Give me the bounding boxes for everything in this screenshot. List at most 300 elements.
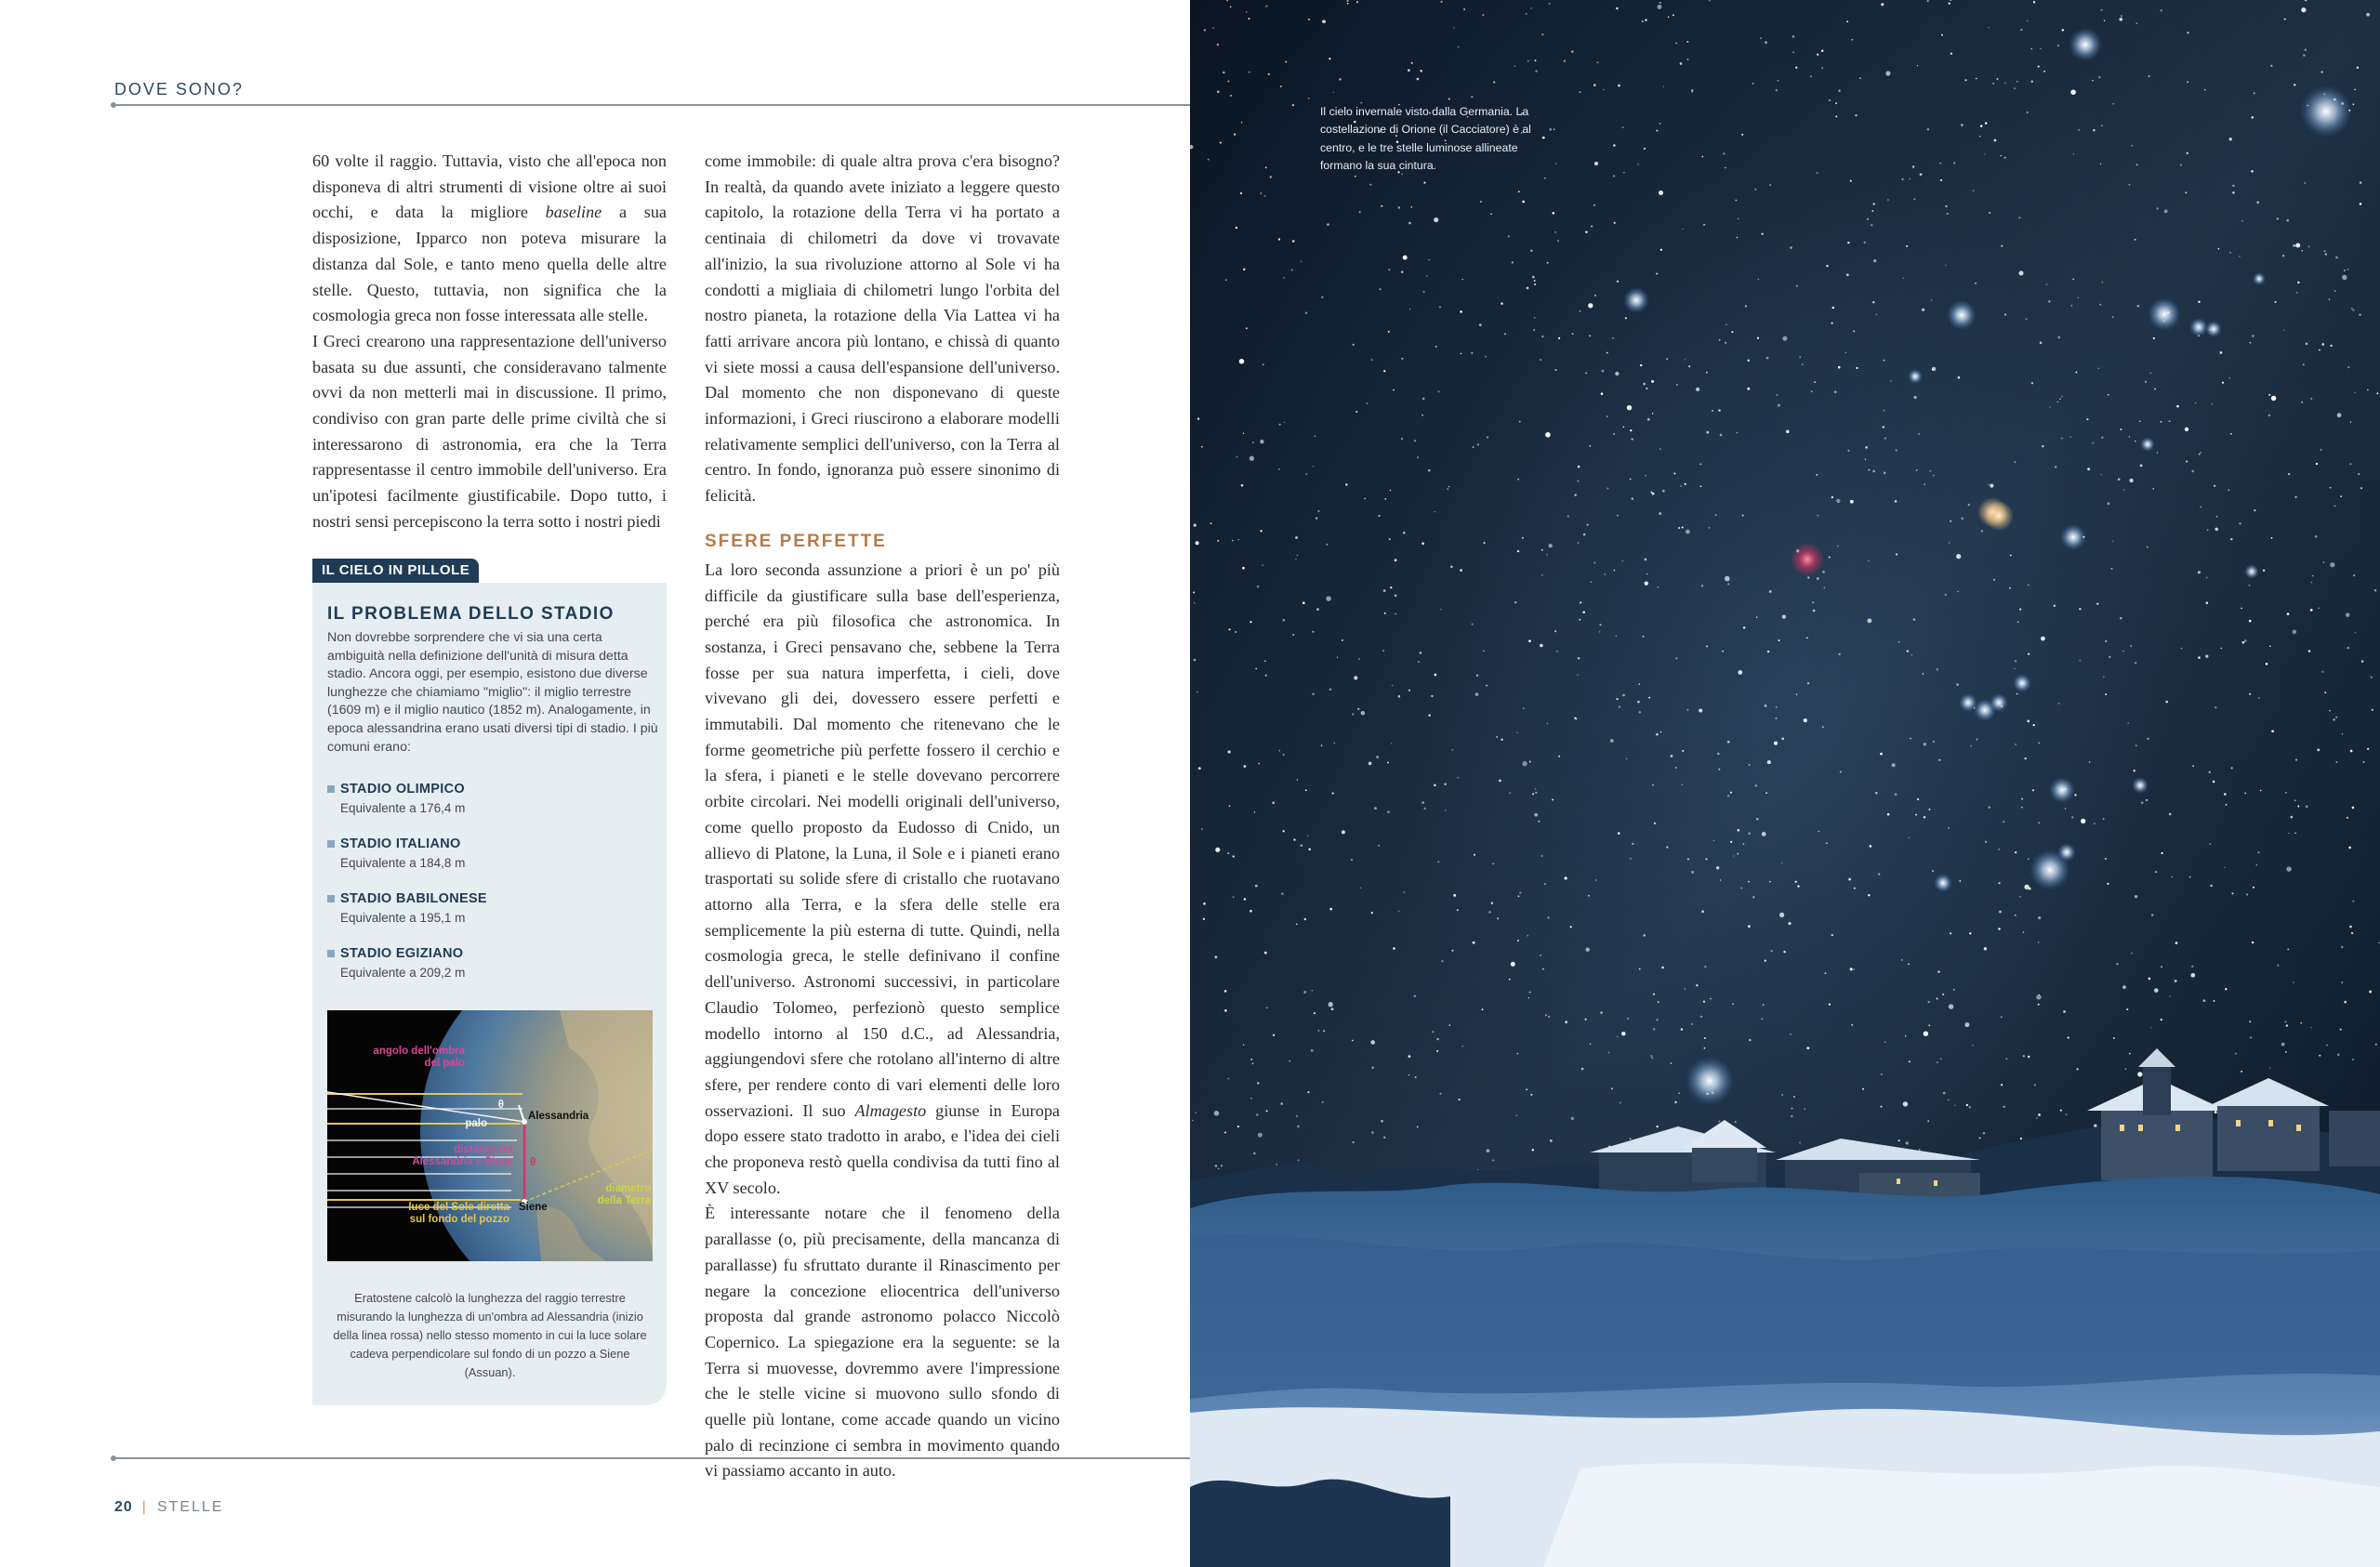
star (2283, 330, 2284, 331)
star (1305, 311, 1308, 314)
star (1398, 911, 1400, 913)
star (1239, 359, 1245, 364)
star (1924, 743, 1926, 745)
star (2353, 574, 2355, 576)
star (2199, 454, 2201, 455)
star (1661, 967, 1664, 969)
star (2149, 75, 2150, 77)
star (1564, 59, 1566, 61)
star (2077, 1068, 2079, 1070)
star (1937, 1061, 1938, 1063)
star (2329, 298, 2331, 300)
star (2137, 305, 2140, 308)
star (1975, 283, 1977, 284)
star (2351, 308, 2352, 309)
star (2185, 191, 2187, 193)
star (1625, 317, 1627, 319)
star (1807, 576, 1809, 578)
star (1545, 432, 1551, 438)
star (1795, 66, 1797, 68)
star (1308, 19, 1310, 20)
star (1851, 1024, 1853, 1026)
star (1958, 591, 1959, 592)
star (1782, 615, 1786, 619)
star (1281, 892, 1284, 895)
star (2229, 252, 2231, 254)
star (1298, 1159, 1300, 1161)
star (1847, 450, 1849, 452)
star (1462, 1046, 1464, 1047)
folio-separator: | (141, 1499, 148, 1515)
star (1700, 485, 1702, 487)
star (1339, 78, 1342, 81)
star (2239, 256, 2240, 257)
paragraph: È interessante notare che il fenomeno della parallasse (o, più precisamente, della mancanza di parallasse) fu sfruttato durante il Rinascimento per negare la concezione eliocentrica dell'universo proposta dal grande astronomo polacco Niccolò Copernico. La spiegazione era la seguente: se la Terra si muovesse, dovremmo avere l'impressione che le stelle vicine si muovono sullo sfondo di quelle più lontane, come accade quando un vicino palo di recinzione ci sembra in movimento quando vi passiamo accanto in auto. (705, 1204, 1060, 1481)
top-rule (112, 104, 1190, 106)
star (1398, 695, 1400, 697)
star (1401, 270, 1403, 272)
star (1616, 7, 1618, 9)
star (1329, 689, 1332, 691)
star (1410, 206, 1412, 208)
star (1671, 755, 1673, 757)
star (1872, 470, 1875, 473)
star (1691, 91, 1693, 93)
star (2320, 449, 2322, 451)
star (1264, 660, 1266, 662)
star (1522, 201, 1525, 204)
star (1499, 780, 1501, 783)
star (2277, 965, 2279, 967)
star (2244, 639, 2247, 642)
star (1730, 841, 1732, 843)
star (1666, 358, 1668, 360)
star (1691, 1023, 1692, 1024)
star (1306, 473, 1308, 475)
star (1194, 659, 1197, 662)
star (1602, 370, 1605, 373)
star (2296, 292, 2298, 294)
star (1883, 426, 1884, 428)
star (1208, 159, 1210, 161)
star (1725, 167, 1726, 168)
star (1353, 344, 1355, 346)
star (1439, 306, 1441, 308)
star (1614, 222, 1616, 224)
star (1603, 89, 1604, 90)
star (1312, 631, 1314, 633)
star (2271, 396, 2276, 401)
star (1872, 301, 1874, 303)
star (2303, 54, 2305, 56)
star (2352, 901, 2354, 902)
star (2361, 660, 2364, 663)
star (2241, 1071, 2242, 1073)
star (2176, 405, 2179, 408)
star (1680, 62, 1683, 65)
star (2125, 1068, 2126, 1069)
star (1215, 1165, 1218, 1167)
star (2031, 48, 2033, 50)
star (1197, 417, 1200, 420)
star (1781, 738, 1784, 741)
star (1523, 707, 1525, 709)
star (2232, 185, 2235, 188)
star (1403, 256, 1408, 260)
star (1623, 172, 1624, 173)
star (1890, 380, 1891, 381)
star (2120, 428, 2122, 430)
star (1423, 808, 1425, 810)
star (1314, 1012, 1316, 1014)
star (1374, 807, 1377, 810)
paragraph: La loro seconda assunzione a priori è un po' più difficile da giustificare sulla base dell'esperienza, perché era più filosofica che astronomica. In sostanza, i Greci pensavano che, sebbene la Terra fosse per sua natura imperfetta, i cieli, dove vivevano gli dei, dovessero essere perfetti e immutabili. Dal momento che ritenevano che le forme geometriche più perfette fossero il cerchio e la sfera, i pianeti e le stelle dovevano percorrere orbite circolari. Nei modelli originali dell'universo, come quello proposto da Eudosso di Cnido, un allievo di Platone, la Luna, il Sole e i pianeti erano trasportati su solide sfere di cristallo che ruotavano attorno alla Terra, e la sfera delle stelle era semplicemente la più esterna di tutte. Quindi, nella cosmologia greca, le stelle definivano il confine dell'universo. Astronomi successivi, in particolare Claudio Tolomeo, perfezionò questo semplice modello intorno al 150 d.C., ad Alessandria, aggiungendovi sfere che rotolano all'interno di altre sfere, per rendere conto di vari elementi delle loro osservazioni. Il suo Almagesto giunse in Europa dopo essere stato tradotto in arabo, e l'idea dei cieli che proponeva restò quella condivisa da tutti fino al XV secolo. (705, 560, 1060, 1197)
star (1518, 191, 1520, 192)
star (1977, 739, 1978, 741)
star (1627, 1018, 1629, 1020)
star (2228, 489, 2229, 491)
star (1567, 516, 1569, 518)
star (1659, 123, 1660, 124)
star (2120, 617, 2122, 620)
star (2043, 71, 2045, 72)
star (1712, 410, 1713, 412)
star (1985, 841, 1987, 843)
star (2286, 866, 2292, 872)
star (1355, 176, 1356, 178)
star (1571, 1117, 1574, 1120)
star (1632, 843, 1633, 845)
star (1806, 637, 1808, 639)
star (1360, 888, 1361, 889)
star (1210, 522, 1212, 524)
star (1243, 1044, 1244, 1045)
star (1528, 997, 1529, 998)
star (2294, 833, 2295, 834)
star (1418, 661, 1420, 663)
star (1776, 706, 1778, 708)
star (2315, 535, 2318, 538)
star (1404, 891, 1405, 892)
star (1912, 165, 1914, 167)
star (1855, 114, 1857, 116)
star (2206, 601, 2209, 604)
star (1534, 280, 1536, 282)
star (1289, 1060, 1290, 1061)
star (2014, 87, 2016, 89)
star (1871, 224, 1872, 226)
star (1928, 809, 1930, 810)
star (2251, 170, 2253, 172)
star (1921, 174, 1922, 175)
star (1742, 515, 1744, 517)
star (2306, 343, 2308, 346)
star (1201, 828, 1202, 829)
star (2352, 807, 2355, 810)
star (1685, 483, 1686, 485)
star (1414, 440, 1416, 441)
star (2229, 377, 2230, 378)
star (1606, 487, 1608, 489)
square-bullet-icon (327, 785, 335, 793)
star (1432, 1031, 1434, 1033)
star (2074, 794, 2076, 796)
star (1395, 595, 1397, 598)
star (1699, 708, 1702, 712)
star (1557, 240, 1559, 242)
star (1482, 14, 1484, 16)
star (1756, 616, 1757, 617)
star (1591, 582, 1592, 583)
star (2151, 914, 2153, 915)
star (2036, 994, 2041, 999)
star (2195, 402, 2196, 403)
star (1748, 881, 1750, 883)
star (2333, 718, 2334, 720)
star (1813, 610, 1816, 612)
star (1260, 192, 1262, 194)
star (1979, 136, 1981, 138)
star (1765, 792, 1767, 794)
star (2164, 209, 2168, 213)
star (2018, 270, 2023, 275)
star (1388, 331, 1390, 333)
star (2155, 871, 2157, 873)
star (1542, 137, 1545, 139)
star (1909, 837, 1910, 838)
star (1945, 594, 1947, 596)
star (2080, 660, 2081, 661)
star (2020, 1138, 2022, 1139)
star (2191, 470, 2194, 473)
star (1794, 881, 1796, 883)
star (1829, 1003, 1831, 1005)
star (1870, 845, 1872, 848)
star (1280, 1102, 1283, 1105)
star (1850, 180, 1852, 182)
star (1622, 126, 1624, 128)
star (1937, 998, 1938, 1000)
star (1671, 1062, 1673, 1064)
star (2070, 89, 2076, 95)
label-shadow-angle: angolo dell'ombra del palo (373, 1046, 465, 1069)
star (2372, 709, 2373, 711)
star (2349, 926, 2352, 928)
star (2040, 342, 2043, 345)
star (2200, 507, 2202, 508)
star (1250, 910, 1252, 913)
star (1434, 784, 1436, 787)
star (2020, 29, 2022, 31)
star (1296, 1115, 1298, 1117)
star (2042, 445, 2044, 448)
star (1371, 1131, 1374, 1134)
star (1258, 1133, 1263, 1138)
star (2101, 282, 2103, 283)
star (2224, 867, 2225, 868)
star (2140, 465, 2143, 467)
snowy-forest (1190, 1177, 2380, 1567)
star (1779, 913, 1784, 917)
label-theta: θ (497, 1100, 504, 1111)
star (1937, 970, 1939, 972)
star (2028, 1056, 2030, 1058)
star (1913, 618, 1916, 621)
star (1627, 405, 1632, 410)
star (1504, 333, 1506, 335)
star (1656, 1126, 1658, 1127)
star (2301, 7, 2306, 12)
star (2198, 571, 2201, 573)
star (2003, 156, 2005, 158)
sidebar-box (312, 583, 667, 1405)
star (1423, 181, 1425, 183)
star (1383, 370, 1385, 372)
star (1998, 882, 2000, 884)
star (1548, 1016, 1550, 1018)
star (2198, 301, 2200, 303)
star (1909, 1060, 1911, 1062)
star (1367, 402, 1368, 404)
star (1415, 1076, 1417, 1078)
star (2303, 363, 2305, 365)
star (1903, 1101, 1908, 1106)
star (2152, 488, 2154, 490)
star (1326, 544, 1328, 546)
star (1230, 95, 1232, 97)
star (1387, 762, 1389, 764)
star (2260, 790, 2262, 792)
star (2100, 164, 2101, 165)
star (1411, 62, 1413, 64)
star (1880, 753, 1883, 756)
star (1853, 330, 1855, 332)
star (1979, 1137, 1981, 1139)
star (2021, 798, 2023, 800)
star (1884, 471, 1886, 474)
star (2351, 932, 2353, 934)
star (2268, 394, 2270, 396)
star (1924, 1032, 1928, 1036)
star (1727, 583, 1729, 585)
star (1838, 90, 1840, 92)
star (1659, 2, 1661, 4)
star (2014, 668, 2015, 669)
star (1514, 65, 1515, 66)
star (1383, 1137, 1385, 1139)
star (1859, 77, 1861, 79)
star (1599, 631, 1600, 632)
star (1686, 41, 1688, 43)
star (1601, 392, 1604, 395)
star (1983, 1132, 1985, 1134)
star (1593, 204, 1595, 206)
star (1930, 470, 1932, 472)
star (1630, 858, 1632, 860)
star (2335, 257, 2338, 259)
star (1196, 541, 1199, 545)
star (1233, 855, 1235, 857)
star (2023, 1055, 2025, 1057)
star (1616, 636, 1618, 638)
star (1617, 515, 1618, 516)
star (1217, 44, 1220, 46)
star (1477, 443, 1479, 445)
star (2153, 337, 2155, 339)
star (2293, 981, 2294, 983)
star (1252, 441, 1254, 443)
star (1236, 227, 1237, 229)
star (2187, 81, 2188, 83)
star (1541, 855, 1543, 857)
label-diameter: diametro della Terra (597, 1183, 651, 1206)
star (1236, 456, 1238, 458)
star (2161, 9, 2162, 11)
star (1781, 1094, 1782, 1095)
star (1292, 104, 1294, 106)
star (1203, 918, 1205, 920)
star (1931, 299, 1932, 300)
star (1381, 205, 1382, 207)
star (2189, 876, 2191, 878)
star (1617, 281, 1619, 283)
star (1434, 217, 1438, 222)
star (2231, 892, 2233, 894)
star (1864, 242, 1866, 244)
star (1994, 139, 1997, 142)
star (2122, 985, 2126, 989)
star (1297, 1126, 1300, 1128)
star (1984, 153, 1985, 154)
star (2286, 1024, 2289, 1027)
star (2230, 433, 2232, 435)
star (1482, 1008, 1484, 1010)
star (1682, 784, 1683, 785)
star (1473, 942, 1475, 944)
star (1917, 798, 1919, 800)
star (1923, 673, 1924, 675)
star (1387, 810, 1390, 813)
star (1485, 356, 1487, 358)
star (2252, 116, 2254, 119)
star (1613, 175, 1615, 177)
star (1585, 1019, 1587, 1021)
star (1263, 363, 1264, 365)
star (1527, 935, 1528, 936)
star (2127, 722, 2129, 724)
star (1865, 458, 1866, 459)
star (1767, 651, 1769, 652)
star (1408, 1074, 1410, 1076)
star (2284, 19, 2286, 20)
star (1709, 527, 1710, 528)
star (1217, 540, 1219, 542)
star (2192, 765, 2194, 767)
star (1876, 314, 1878, 316)
star (1463, 8, 1465, 10)
star (1256, 1113, 1258, 1115)
star (2321, 71, 2323, 72)
star (2060, 1110, 2062, 1112)
star (1940, 1059, 1941, 1060)
star (1195, 1112, 1196, 1113)
star (2149, 373, 2150, 374)
star (1621, 1032, 1625, 1035)
star (1440, 1093, 1442, 1095)
star (1898, 641, 1900, 643)
star (1597, 61, 1599, 63)
star (1250, 1059, 1252, 1060)
